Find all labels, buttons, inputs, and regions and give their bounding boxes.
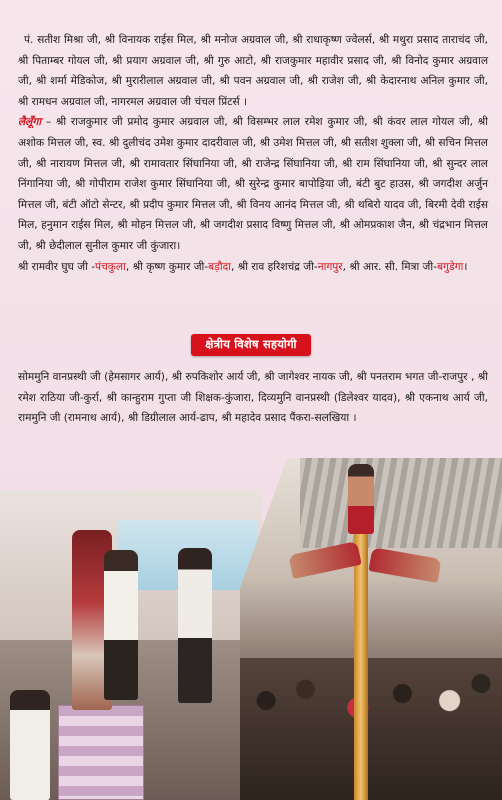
stacked-boxes-graphic xyxy=(58,705,144,800)
donor-paragraph-lailunga xyxy=(18,112,488,256)
donor-text-1: श्री रामवीर घुघ जी - xyxy=(18,260,96,273)
place-bagudega: बगुडेगा xyxy=(437,260,464,273)
location-label-lailunga: लैलूँगा xyxy=(18,116,42,129)
lailunga-donor-text: – श्री राजकुमार जी प्रमोद कुमार अग्रवाल जी, श्री विसम्भर लाल रमेश कुमार जी, श्री कंवर लाल गोयल जी, श्री अशोक मित्तल जी, स्व. श्री दुलीचंद उमेश कुमार दादरीवाल जी, श्री उमेश मित्तल जी, श्री सतीश शुक्ला जी, श्री सचिन मित्तल जी, श्री नारायण मित्तल जी, श्री रामावतार सिंघानिया जी, श्री राजेन्द्र सिंघानिया जी, श्री राम सिंघानिया जी, श्री सुन्दर लाल निंगानिया जी, श्री गोपीराम राजेश कुमार सिंघानिया जी, श्री सुरेन्द्र कुमार बापोड़िया जी, बंटी बुट हाउस, श्री जगदीश अर्जुन मित्तल जी, बंटी ऑटो सेन्टर, श्री प्रदीप कुमार मित्तल जी, श्री विनय आनंद मित्तल जी, श्री थबिरो यादव जी, बिरमी देवी राईस मिल, हनुमान राईस मिल, श्री मोहन मित्तल जी, श्री जगदीश प्रसाद विष्णु मित्तल जी, श्री ओमप्रकाश जैन, श्री चंद्रभान मित्तल जी, श्री छेदीलाल सुनील कुमार जी कुंजारा। xyxy=(18,116,488,252)
place-baroda: बड़ौदा xyxy=(208,260,231,273)
donor-list-block xyxy=(18,30,488,277)
regional-supporters-paragraph: सोममुनि वानप्रस्थी जी (हेमसागर आर्य), श्री रुपकिशोर आर्य जी, श्री जागेश्वर नायक जी, श्री पनतराम भगत जी-राजपुर , श्री रमेश राठिया जी-कुर्रा, श्री कान्हुराम गुप्ता जी शिक्षक-कुंजारा, दिव्यमुनि वानप्रस्थी (डिलेश्वर यादव), श्री एकनाथ आर्य जी, राममुनि जी (रामनाथ आर्य), श्री डिग्रीलाल आर्य-ढाप, श्री महादेव प्रसाद पैंकरा-सलखिया । xyxy=(18,371,488,425)
regional-supporters-block xyxy=(18,367,488,429)
crowd-graphic xyxy=(240,658,502,800)
performer-figure xyxy=(368,547,441,583)
spectator-figure xyxy=(10,690,50,800)
donor-text-2: , श्री कृष्ण कुमार जी- xyxy=(125,260,209,273)
section-heading: क्षेत्रीय विशेष सहयोगी xyxy=(191,334,310,356)
performer-figure xyxy=(348,464,374,534)
donor-text-4: , श्री आर. सी. मित्रा जी- xyxy=(342,260,437,273)
donor-text-5: । xyxy=(463,260,468,273)
photo-mallakhamb-pole xyxy=(240,458,502,800)
donor-paragraph-1: पं. सतीश मिश्रा जी, श्री विनायक राईस मिल, श्री मनोज अग्रवाल जी, श्री राधाकृष्ण ज्वेलर्स, श्री मथुरा प्रसाद ताराचंद जी, श्री पिताम्बर गोयल जी, श्री प्रयाग अग्रवाल जी, श्री गुरु आटो, श्री राजकुमार महावीर प्रसाद जी, श्री विनोद कुमार अग्रवाल जी, श्री शर्मा मेडिकोज, श्री मुरारीलाल अग्रवाल जी, श्री पवन अग्रवाल जी, श्री राजेश जी, श्री केदारनाथ अनिल कुमार जी, श्री रामधन अग्रवाल जी, नागरमल अग्रवाल जी चंचल प्रिंटर्स । xyxy=(18,34,488,108)
spectator-figure xyxy=(104,550,138,700)
place-panchkula: पंचकुला xyxy=(95,260,126,273)
place-nagpur: नागपुर xyxy=(317,260,343,273)
donor-paragraph-outstation xyxy=(18,257,488,278)
donor-text-3: , श्री राव हरिशचंद्र जी- xyxy=(230,260,318,273)
photo-gymnastics-stage xyxy=(0,490,262,800)
spectator-figure xyxy=(178,548,212,703)
section-heading-wrap xyxy=(0,333,502,356)
roof-graphic xyxy=(300,458,502,548)
